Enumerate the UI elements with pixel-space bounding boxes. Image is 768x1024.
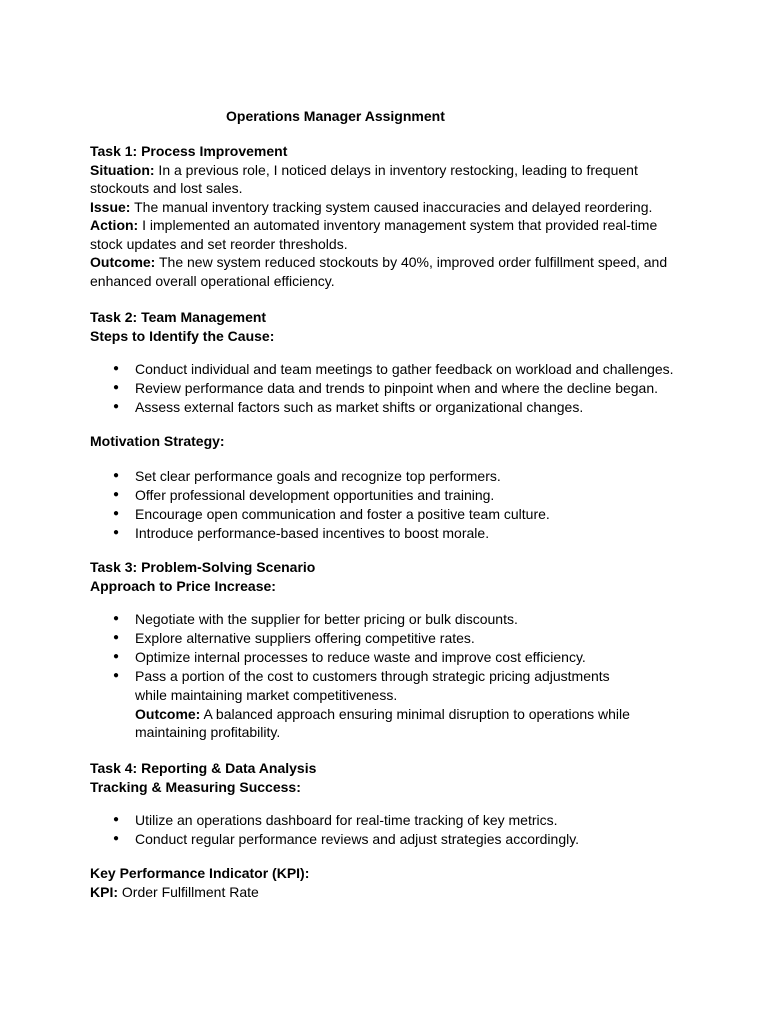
bullet-icon: ● <box>113 527 120 538</box>
outcome-text: The new system reduced stockouts by 40%, improved order fulfillment speed, and enhanced overall operational efficiency. <box>90 254 668 289</box>
issue-label: Issue: <box>90 198 131 215</box>
task2-steps-list <box>90 360 690 417</box>
task3-subheading: Approach to Price Increase: <box>90 577 276 594</box>
list-item: ● Pass a portion of the cost to customers through strategic pricing adjustments while maintaining market competitiveness. <box>113 668 610 703</box>
bullet-icon: ● <box>113 363 120 374</box>
task4-list <box>90 811 690 849</box>
action-text: I implemented an automated inventory management system that provided real-time stock updates and set reorder thresholds. <box>90 217 658 252</box>
task3-heading: Task 3: Problem-Solving Scenario <box>90 559 316 575</box>
task1-issue <box>90 198 690 217</box>
outcome-label: Outcome: <box>90 254 156 270</box>
task2-section <box>90 308 690 345</box>
list-item: ● Conduct regular performance reviews and adjust strategies accordingly. <box>113 831 580 847</box>
task4-section <box>90 759 690 796</box>
task4-subheading: Tracking & Measuring Success: <box>90 778 301 795</box>
bullet-icon: ● <box>113 470 120 481</box>
task2-subheading: Steps to Identify the Cause: <box>90 327 275 344</box>
list-item: ● Conduct individual and team meetings to gather feedback on workload and challenges. <box>113 361 674 377</box>
motivation-list <box>90 467 690 543</box>
list-item: ● Utilize an operations dashboard for real-time tracking of key metrics. <box>113 812 558 828</box>
task1-action <box>90 216 690 253</box>
bullet-icon: ● <box>113 814 120 825</box>
situation-text: In a previous role, I noticed delays in inventory restocking, leading to frequent stockouts and lost sales. <box>90 161 638 196</box>
situation-label: Situation: <box>90 161 155 178</box>
issue-text: The manual inventory tracking system caused inaccuracies and delayed reordering. <box>130 198 653 215</box>
bullet-icon: ● <box>113 632 120 643</box>
bullet-icon: ● <box>113 833 120 844</box>
task3-section <box>90 558 690 595</box>
list-item: ● Optimize internal processes to reduce waste and improve cost efficiency. <box>113 649 586 665</box>
list-item: ● Explore alternative suppliers offering competitive rates. <box>113 630 475 646</box>
task3-outcome-label: Outcome: <box>135 705 201 722</box>
kpi-section <box>90 864 690 901</box>
list-item: ● Encourage open communication and foster a positive team culture. <box>113 506 550 522</box>
task3-outcome-text: A balanced approach ensuring minimal disruption to operations while maintaining profitability. <box>135 705 630 740</box>
list-item: ● Introduce performance-based incentives to boost morale. <box>113 525 490 541</box>
task3-list <box>90 610 690 742</box>
bullet-icon: ● <box>113 489 120 500</box>
task1-heading: Task 1: Process Improvement <box>90 143 288 159</box>
list-item: ● Negotiate with the supplier for better pricing or bulk discounts. <box>113 611 518 627</box>
kpi-text: Order Fulfillment Rate <box>118 883 259 900</box>
list-item: ● Assess external factors such as market shifts or organizational changes. <box>113 399 584 415</box>
kpi-heading: Key Performance Indicator (KPI): <box>90 865 310 881</box>
task1-outcome <box>90 253 690 290</box>
bullet-icon: ● <box>113 613 120 624</box>
task3-outcome <box>90 705 690 742</box>
task1-situation <box>90 161 690 198</box>
document-title: Operations Manager Assignment <box>226 108 445 124</box>
task4-heading: Task 4: Reporting & Data Analysis <box>90 760 317 776</box>
bullet-icon: ● <box>113 670 120 681</box>
task1-section <box>90 142 690 290</box>
action-label: Action: <box>90 217 139 233</box>
kpi-line <box>90 883 690 902</box>
bullet-icon: ● <box>113 508 120 519</box>
motivation-heading: Motivation Strategy: <box>90 433 225 449</box>
list-item: ● Offer professional development opportunities and training. <box>113 487 495 503</box>
bullet-icon: ● <box>113 401 120 412</box>
bullet-icon: ● <box>113 651 120 662</box>
bullet-icon: ● <box>113 382 120 393</box>
kpi-label: KPI: <box>90 883 118 900</box>
list-item: ● Set clear performance goals and recognize top performers. <box>113 468 501 484</box>
motivation-section <box>90 432 690 451</box>
list-item: ● Review performance data and trends to pinpoint when and where the decline began. <box>113 380 659 396</box>
task2-heading: Task 2: Team Management <box>90 309 267 325</box>
